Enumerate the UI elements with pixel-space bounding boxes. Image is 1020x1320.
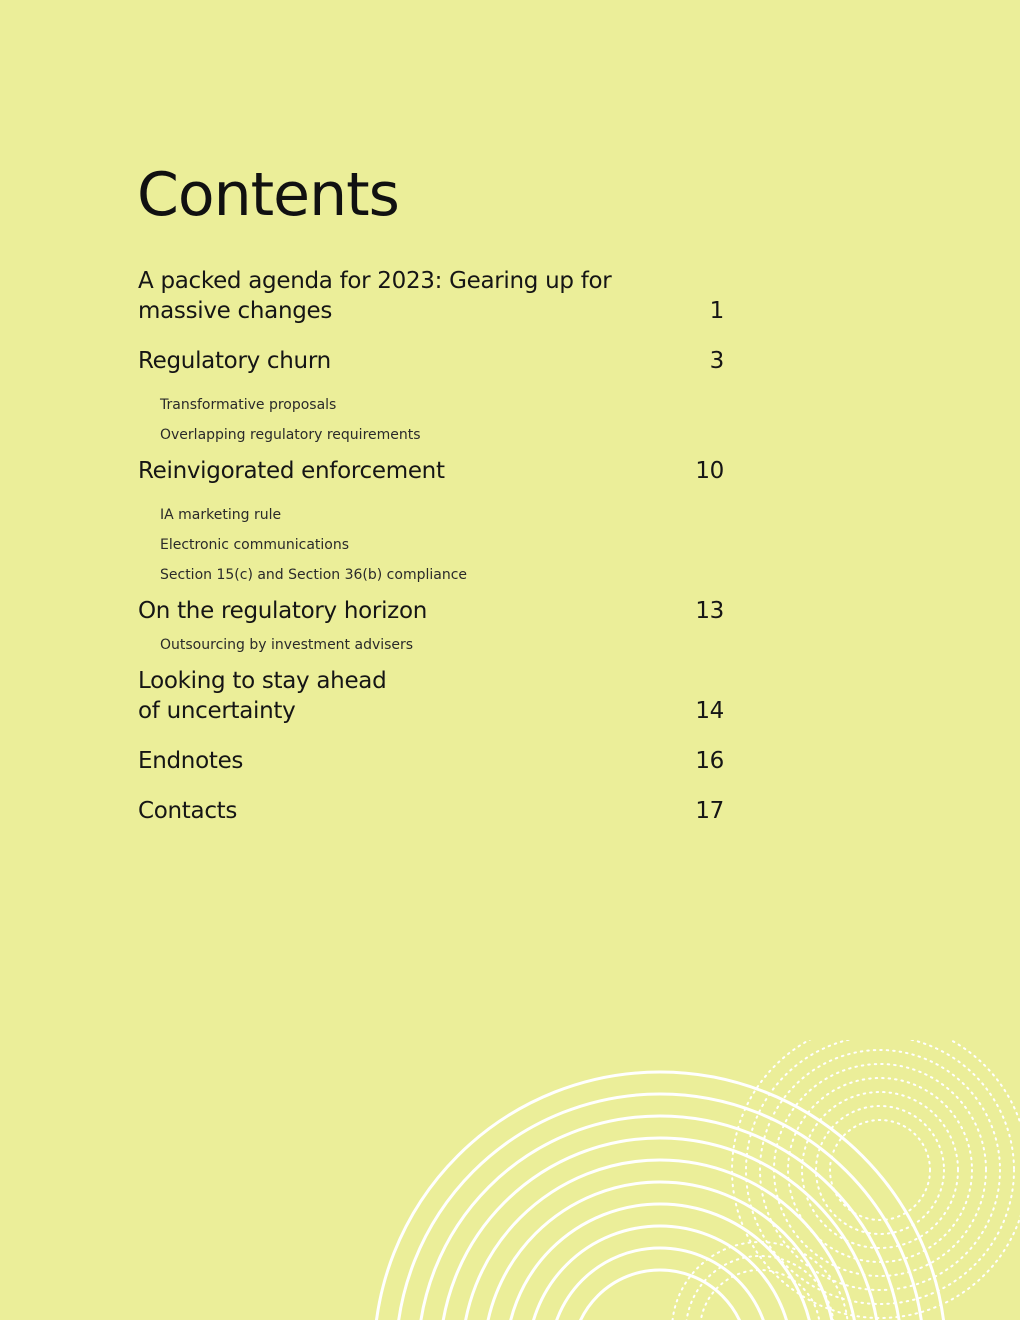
- dotted-arc: [816, 1106, 944, 1234]
- toc-subentry[interactable]: Transformative proposals: [160, 397, 337, 413]
- dotted-arc: [774, 1064, 986, 1276]
- toc-entry-contacts[interactable]: [138, 796, 724, 826]
- toc-entry-page: 1: [709, 298, 724, 324]
- toc-entry-page: 13: [695, 598, 724, 624]
- decorative-arc: [440, 1138, 880, 1320]
- toc-entry-regulatory-horizon[interactable]: [138, 596, 724, 626]
- toc-entry-label: Looking to stay ahead of uncertainty: [138, 668, 387, 724]
- toc-subentry[interactable]: IA marketing rule: [160, 507, 282, 523]
- toc-entry-page: 17: [695, 798, 724, 824]
- toc-entry-label: Contacts: [138, 798, 238, 824]
- toc-subentry[interactable]: Electronic communications: [160, 537, 350, 553]
- toc-entry-label: Regulatory churn: [138, 348, 331, 374]
- toc-entry-page: 16: [695, 748, 724, 774]
- decorative-arc: [462, 1160, 858, 1320]
- decorative-arc: [572, 1270, 748, 1320]
- page-title: Contents: [137, 160, 399, 230]
- decorative-arcs-graphic: [340, 1040, 1020, 1320]
- dotted-arc: [746, 1040, 1014, 1304]
- toc-entry-label: On the regulatory horizon: [138, 598, 427, 624]
- toc-entry-label: Endnotes: [138, 748, 244, 774]
- toc-entry-reinvigorated-enforcement[interactable]: [138, 456, 724, 486]
- decorative-arc: [528, 1226, 792, 1320]
- toc-subentry[interactable]: Section 15(c) and Section 36(b) compliance: [160, 567, 468, 583]
- toc-subentry[interactable]: Outsourcing by investment advisers: [160, 637, 414, 653]
- toc-entry-regulatory-churn[interactable]: [138, 346, 724, 376]
- toc-entry-packed-agenda[interactable]: [138, 266, 724, 326]
- decorative-arc: [506, 1204, 814, 1320]
- toc-entry-page: 3: [709, 348, 724, 374]
- toc-subentry[interactable]: Overlapping regulatory requirements: [160, 427, 421, 443]
- dotted-arc: [802, 1092, 958, 1248]
- toc-entry-page: 14: [695, 698, 724, 724]
- toc-entry-stay-ahead[interactable]: [138, 666, 724, 726]
- toc-entry-endnotes[interactable]: [138, 746, 724, 776]
- toc-entry-page: 10: [695, 458, 724, 484]
- toc-entry-label: Reinvigorated enforcement: [138, 458, 445, 484]
- toc-entry-label: A packed agenda for 2023: Gearing up for massive changes: [138, 268, 612, 324]
